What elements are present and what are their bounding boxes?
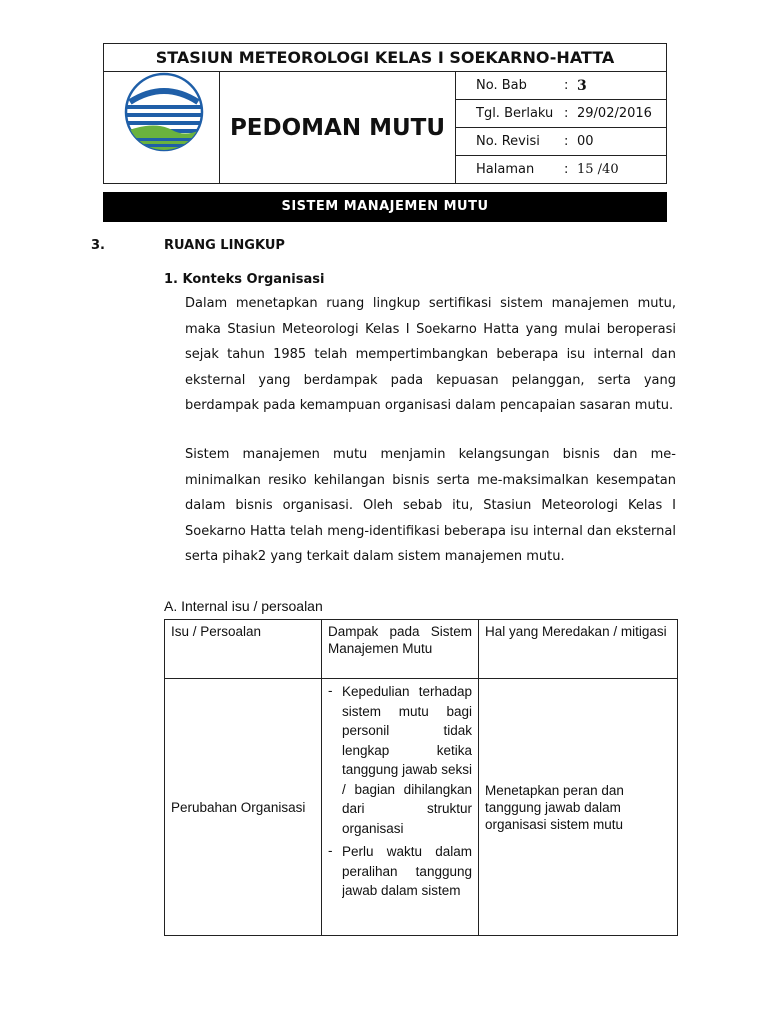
section-number: 3. bbox=[91, 238, 105, 253]
cell-impacts bbox=[322, 679, 479, 936]
header-impact: Dampak pada Sistem Manajemen Mutu bbox=[322, 620, 479, 679]
meta-row-halaman: Halaman : 15 /40 bbox=[476, 162, 619, 177]
document-header bbox=[103, 43, 667, 184]
table-header-row bbox=[165, 620, 678, 679]
paragraph-1: Dalam menetapkan ruang lingkup sertifikasi sistem manajemen mutu, maka Stasiun Meteorologi Kelas I Soekarno Hatta yang mulai beroperasi sejak tahun 1985 telah mempertimbangkan beberapa isu internal dan eksternal yang berdampak pada kepuasan pelanggan, serta yang berdampak pada kemampuan organisasi dalam pencapaian sasaran mutu. bbox=[185, 296, 676, 413]
document-meta bbox=[456, 72, 666, 184]
meta-row-revisi: No. Revisi : 00 bbox=[456, 128, 666, 156]
impact-item: - Perlu waktu dalam peralihan tanggung jawab dalam sistem bbox=[328, 843, 472, 898]
document-title: PEDOMAN MUTU bbox=[220, 72, 456, 184]
bmkg-logo-icon bbox=[124, 72, 204, 152]
logo-cell bbox=[104, 72, 220, 184]
cell-mitigation: Menetapkan peran dan tanggung jawab dalam organisasi sistem mutu bbox=[479, 679, 678, 936]
meta-row-bab: No. Bab : 3 bbox=[456, 72, 666, 100]
header-issue: Isu / Persoalan bbox=[165, 620, 322, 679]
table-row bbox=[165, 679, 678, 936]
station-name: STASIUN METEOROLOGI KELAS I SOEKARNO-HATTA bbox=[104, 44, 666, 72]
list-heading-a: A. Internal isu / persoalan bbox=[164, 598, 323, 614]
issues-table bbox=[164, 619, 678, 936]
impact-item: - Kepedulian terhadap sistem mutu bagi personil tidak lengkap ketika tanggung jawab seksi / bagian dihilangkan dari struktur organisasi bbox=[328, 683, 472, 836]
meta-row-tgl: Tgl. Berlaku : 29/02/2016 bbox=[456, 100, 666, 128]
section-title: RUANG LINGKUP bbox=[164, 238, 285, 253]
section-bar: SISTEM MANAJEMEN MUTU bbox=[103, 192, 667, 222]
header-mitigation: Hal yang Meredakan / mitigasi bbox=[479, 620, 678, 679]
subsection-title: 1. Konteks Organisasi bbox=[164, 272, 325, 287]
paragraph-2: Sistem manajemen mutu menjamin kelangsungan bisnis dan me-minimalkan resiko kehilangan bisnis serta me-maksimalkan kesempatan dalam bisnis organisasi. Oleh sebab itu, Stasiun Meteorologi Kelas I Soekarno Hatta telah meng-identifikasi beberapa isu internal dan eksternal serta pihak2 yang terkait dalam sistem manajemen mutu. bbox=[185, 447, 676, 564]
cell-issue: Perubahan Organisasi bbox=[165, 679, 322, 936]
